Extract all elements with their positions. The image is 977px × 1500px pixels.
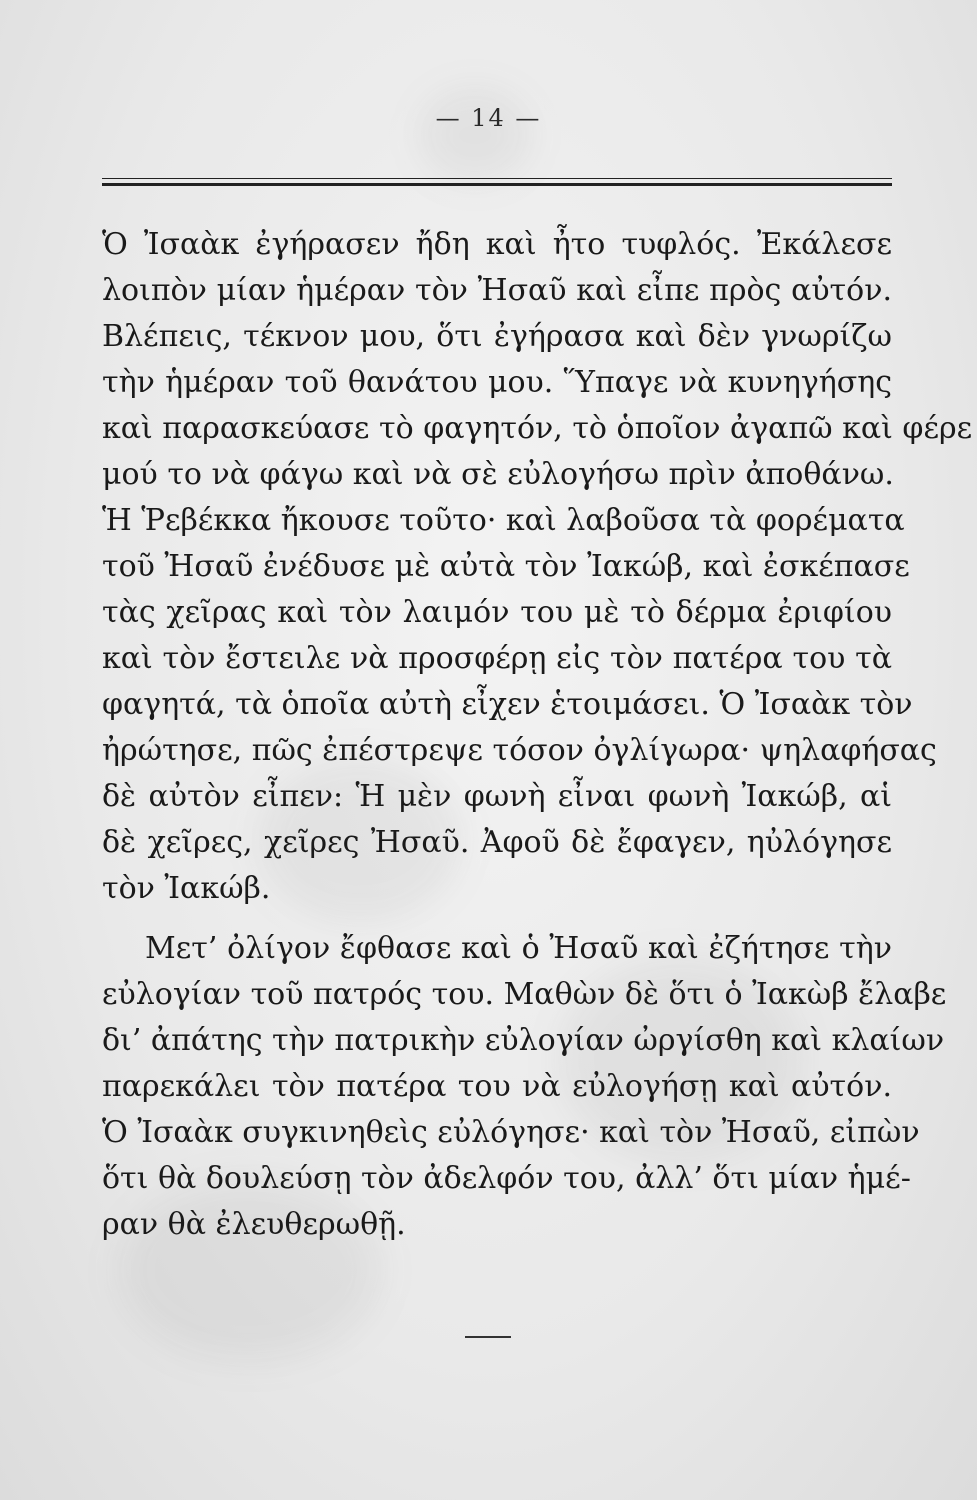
header-rule-thick <box>102 183 892 186</box>
text-line: λοιπὸν μίαν ἡμέραν τὸν Ἠσαῦ καὶ εἶπε πρὸς αὐτόν. <box>102 273 892 308</box>
text-line: ὅτι θὰ δουλεύσῃ τὸν ἀδελφόν του, ἀλλ’ ὅτι μίαν ἡμέ- <box>102 1161 911 1196</box>
text-line: καὶ τὸν ἔστειλε νὰ προσφέρῃ εἰς τὸν πατέρα του τὰ <box>102 641 892 676</box>
text-line: Ὁ Ἰσαὰκ ἐγήρασεν ἤδη καὶ ἦτο τυφλός. Ἐκάλεσε <box>102 227 892 262</box>
text-line: Ὁ Ἰσαὰκ συγκινηθεὶς εὐλόγησε· καὶ τὸν Ἠσαῦ, εἰπὼν <box>102 1115 920 1150</box>
text-line: τὴν ἡμέραν τοῦ θανάτου μου. Ὕπαγε νὰ κυνηγήσης <box>102 365 892 400</box>
text-line: δὲ χεῖρες, χεῖρες Ἠσαῦ. Ἀφοῦ δὲ ἔφαγεν, ηὐλόγησε <box>102 825 892 860</box>
text-line: καὶ παρασκεύασε τὸ φαγητόν, τὸ ὁποῖον ἀγαπῶ καὶ φέρε <box>102 411 973 446</box>
text-line: φαγητά, τὰ ὁποῖα αὐτὴ εἶχεν ἑτοιμάσει. Ὁ Ἰσαὰκ τὸν <box>102 687 913 722</box>
text-line: δι’ ἀπάτης τὴν πατρικὴν εὐλογίαν ὠργίσθη καὶ κλαίων <box>102 1023 945 1058</box>
text-line: τὰς χεῖρας καὶ τὸν λαιμόν του μὲ τὸ δέρμα ἐριφίου <box>102 595 892 630</box>
text-line: ἠρώτησε, πῶς ἐπέστρεψε τόσον ὀγλίγωρα· ψηλαφήσας <box>102 733 937 768</box>
text-line: Βλέπεις, τέκνον μου, ὅτι ἐγήρασα καὶ δὲν γνωρίζω <box>102 319 892 354</box>
text-line: εὐλογίαν τοῦ πατρός του. Μαθὼν δὲ ὅτι ὁ Ἰακὼβ ἔλαβε <box>102 977 947 1012</box>
text-line: τοῦ Ἠσαῦ ἐνέδυσε μὲ αὐτὰ τὸν Ἰακώβ, καὶ ἐσκέπασε <box>102 549 910 584</box>
text-line: ραν θὰ ἐλευθερωθῇ. <box>102 1207 406 1242</box>
section-end-rule <box>465 1336 511 1338</box>
text-line: δὲ αὐτὸν εἶπεν: Ἡ μὲν φωνὴ εἶναι φωνὴ Ἰακώβ, αἱ <box>102 779 892 814</box>
page-number: — 14 — <box>435 104 542 132</box>
text-line: Μετ’ ὀλίγον ἔφθασε καὶ ὁ Ἠσαῦ καὶ ἐζήτησε τὴν <box>145 931 892 966</box>
header-rule <box>102 178 892 179</box>
text-line: παρεκάλει τὸν πατέρα του νὰ εὐλογήσῃ καὶ αὐτόν. <box>102 1069 892 1104</box>
text-line: Ἡ Ῥεβέκκα ἤκουσε τοῦτο· καὶ λαβοῦσα τὰ φορέματα <box>102 503 905 538</box>
text-line: μού το νὰ φάγω καὶ νὰ σὲ εὐλογήσω πρὶν ἀποθάνω. <box>102 457 894 492</box>
text-line: τὸν Ἰακώβ. <box>102 871 271 906</box>
